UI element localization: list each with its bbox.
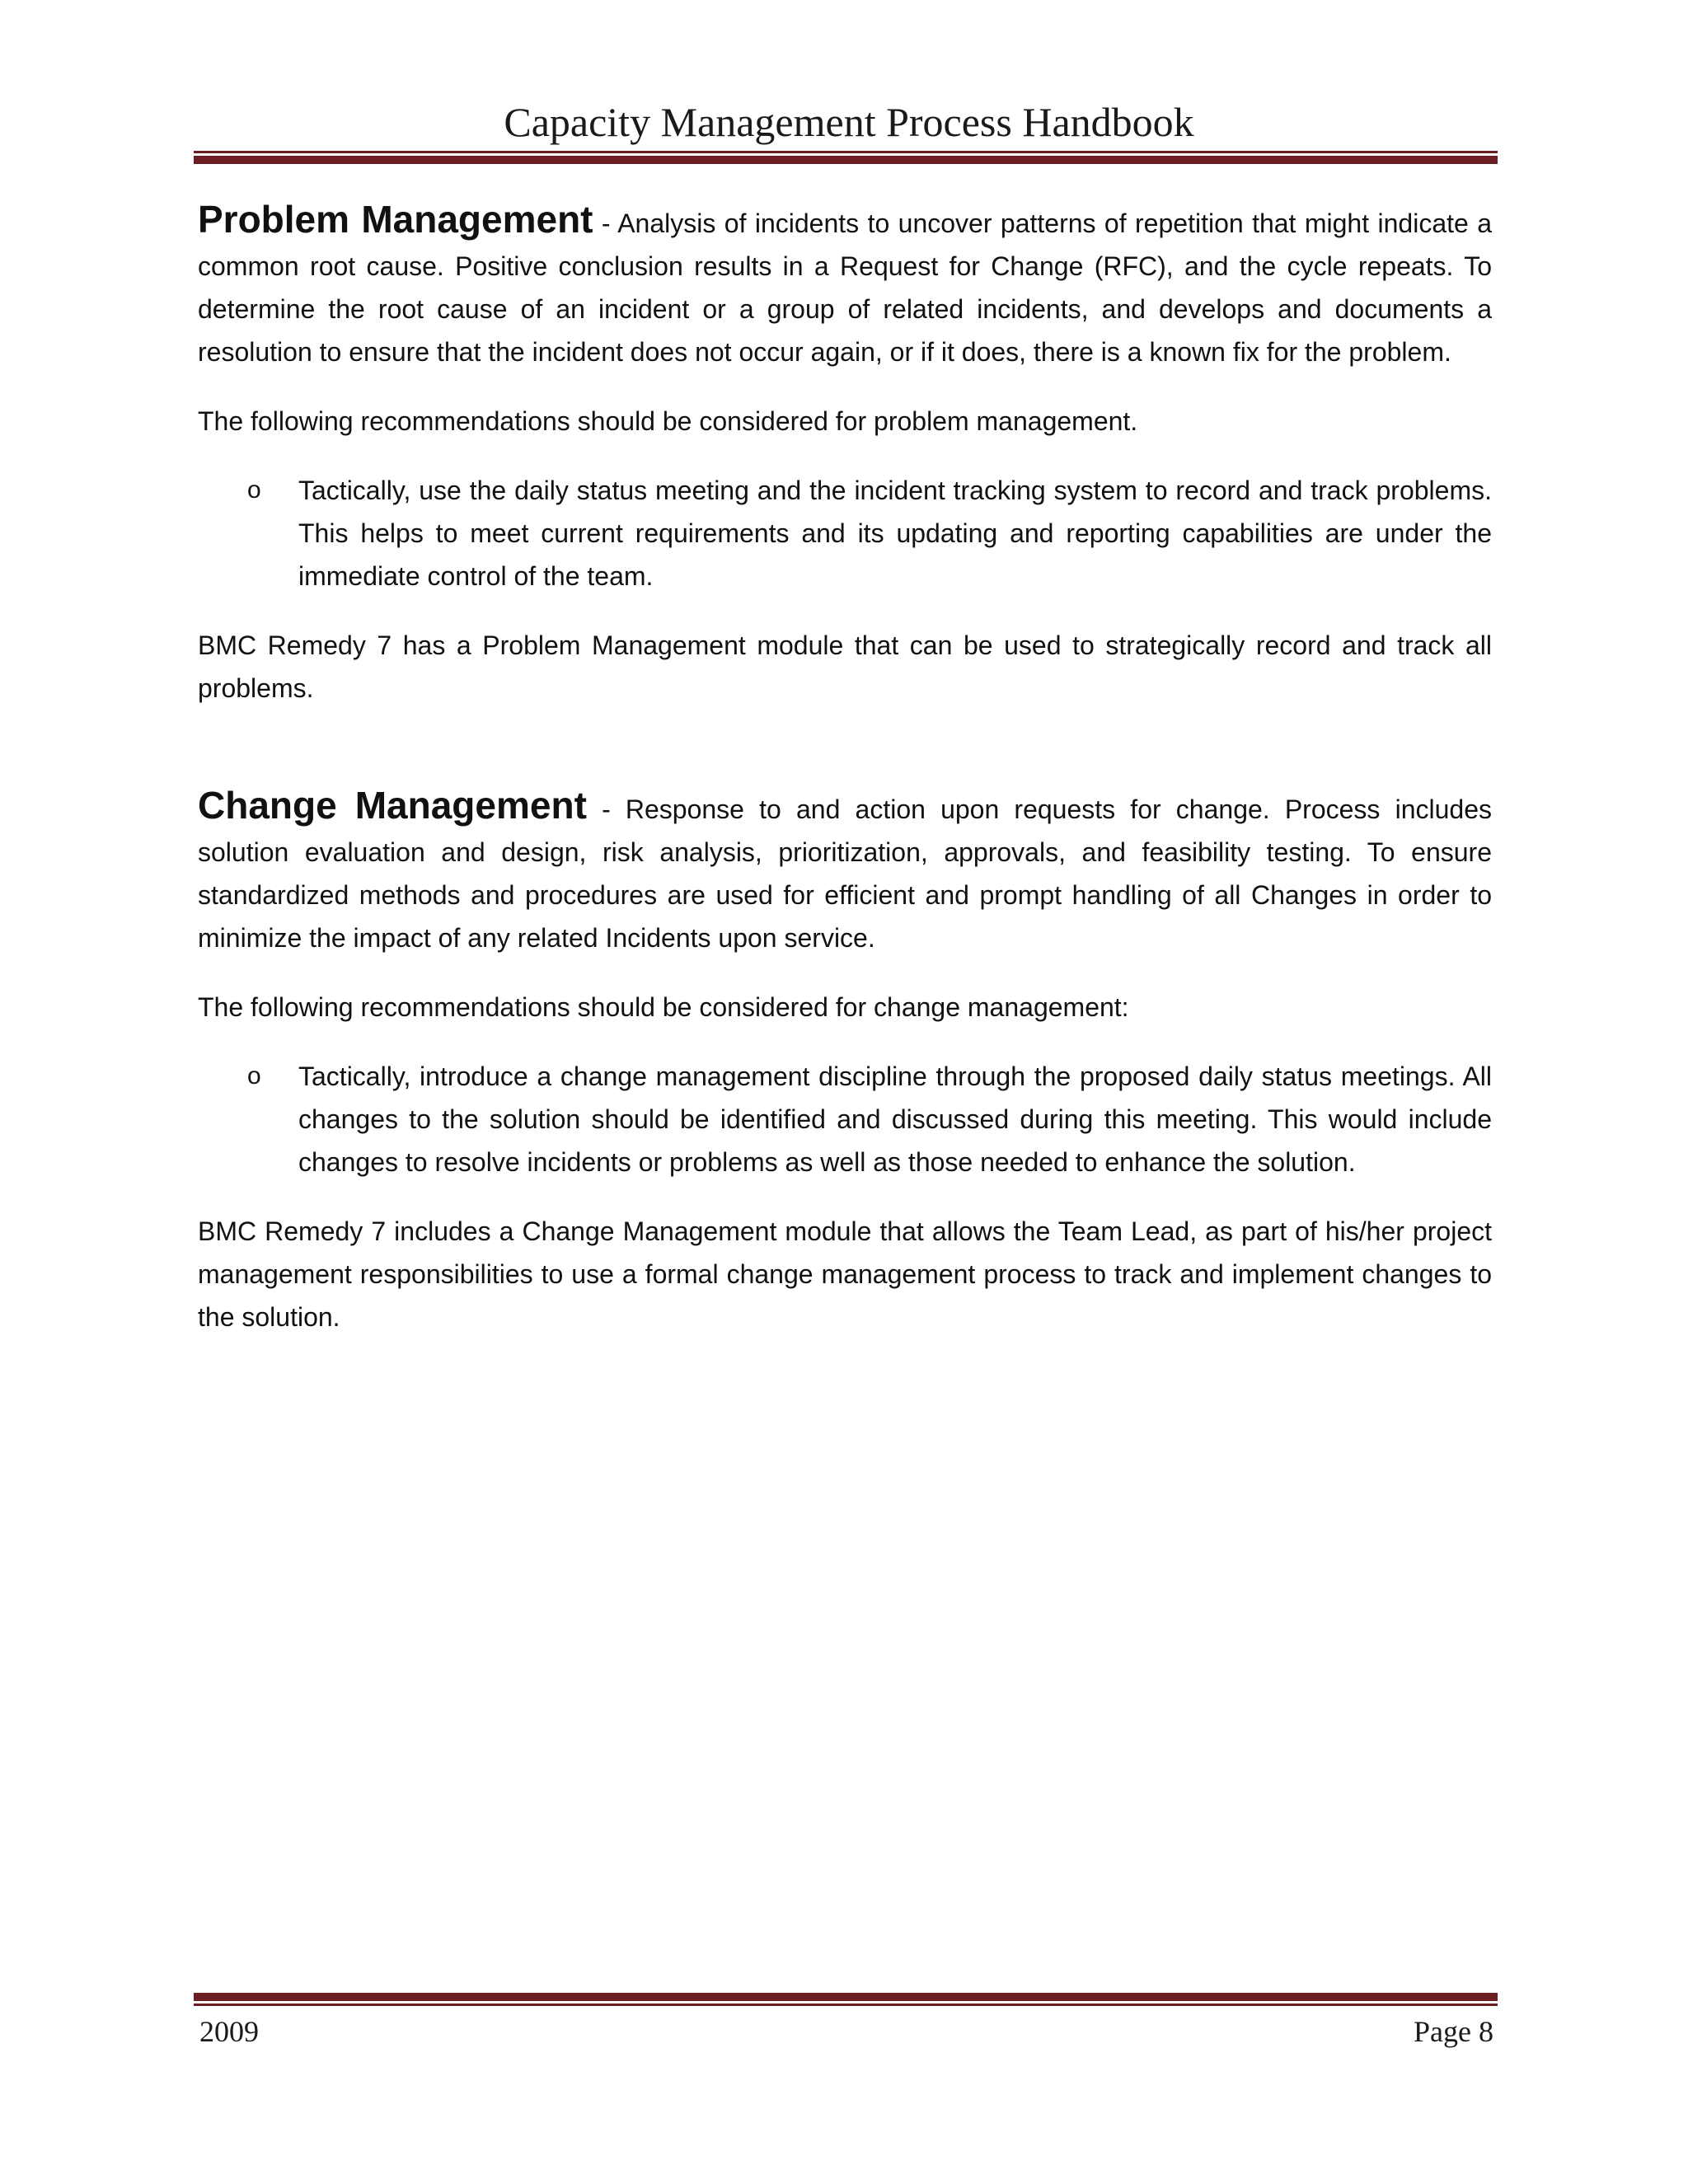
problem-recommendations-list <box>198 469 1492 598</box>
change-intro-text: - Response to and action upon requests for change. Process includes solution evaluation and design, risk analysis, prioritization, approvals, and feasibility testing. To ensure standardized methods and procedures are used for efficient and prompt handling of all Changes in order to minimize the impact of any related Incidents upon service. <box>198 794 1492 953</box>
problem-intro-text: - Analysis of incidents to uncover patterns of repetition that might indicate a common root cause. Positive conclusion results in a Request for Change (RFC), and the cycle repeats. To determine the root cause of an incident or a group of related incidents, and develops and documents a resolution to ensure that the incident does not occur again, or if it does, there is a known fix for the problem. <box>198 209 1493 367</box>
problem-recommendations-lead: The following recommendations should be considered for problem management. <box>198 406 1138 436</box>
page-body <box>198 198 1492 1365</box>
list-item-text: Tactically, use the daily status meeting and the incident tracking system to record and track problems. This helps to meet current requirements and its updating and reporting capabilities are under the immediate control of the team. <box>298 476 1492 591</box>
hollow-bullet-icon: o <box>247 1062 261 1090</box>
change-closing-paragraph: BMC Remedy 7 includes a Change Management module that allows the Team Lead, as part of his/her project management responsibilities to use a formal change management process to track and implement changes to the solution. <box>198 1216 1492 1332</box>
hollow-bullet-icon: o <box>247 476 261 504</box>
footer-year: 2009 <box>199 2015 259 2048</box>
problem-management-section <box>198 198 1492 710</box>
change-management-heading: Change Management <box>198 784 587 827</box>
problem-intro-paragraph <box>198 198 1492 373</box>
page-header-title: Capacity Management Process Handbook <box>504 99 1194 145</box>
footer-rule-thick <box>194 1993 1498 2001</box>
section-spacer <box>198 736 1492 784</box>
footer-rule-thin <box>194 2004 1498 2006</box>
header-rule-thin <box>194 151 1498 153</box>
change-management-section <box>198 784 1492 1338</box>
footer-page-number: Page 8 <box>1414 2015 1493 2048</box>
change-recommendations-list <box>198 1055 1492 1183</box>
list-item <box>198 1055 1492 1183</box>
change-recommendations-lead: The following recommendations should be considered for change management: <box>198 992 1129 1022</box>
header-rule-thick <box>194 156 1498 164</box>
problem-closing-paragraph: BMC Remedy 7 has a Problem Management module that can be used to strategically record and track all problems. <box>198 630 1492 703</box>
list-item-text: Tactically, introduce a change management discipline through the proposed daily status meetings. All changes to the solution should be identified and discussed during this meeting. This would include changes to resolve incidents or problems as well as those needed to enhance the solution. <box>298 1062 1492 1177</box>
problem-management-heading: Problem Management <box>198 198 593 241</box>
list-item <box>198 469 1492 598</box>
change-intro-paragraph <box>198 784 1492 959</box>
